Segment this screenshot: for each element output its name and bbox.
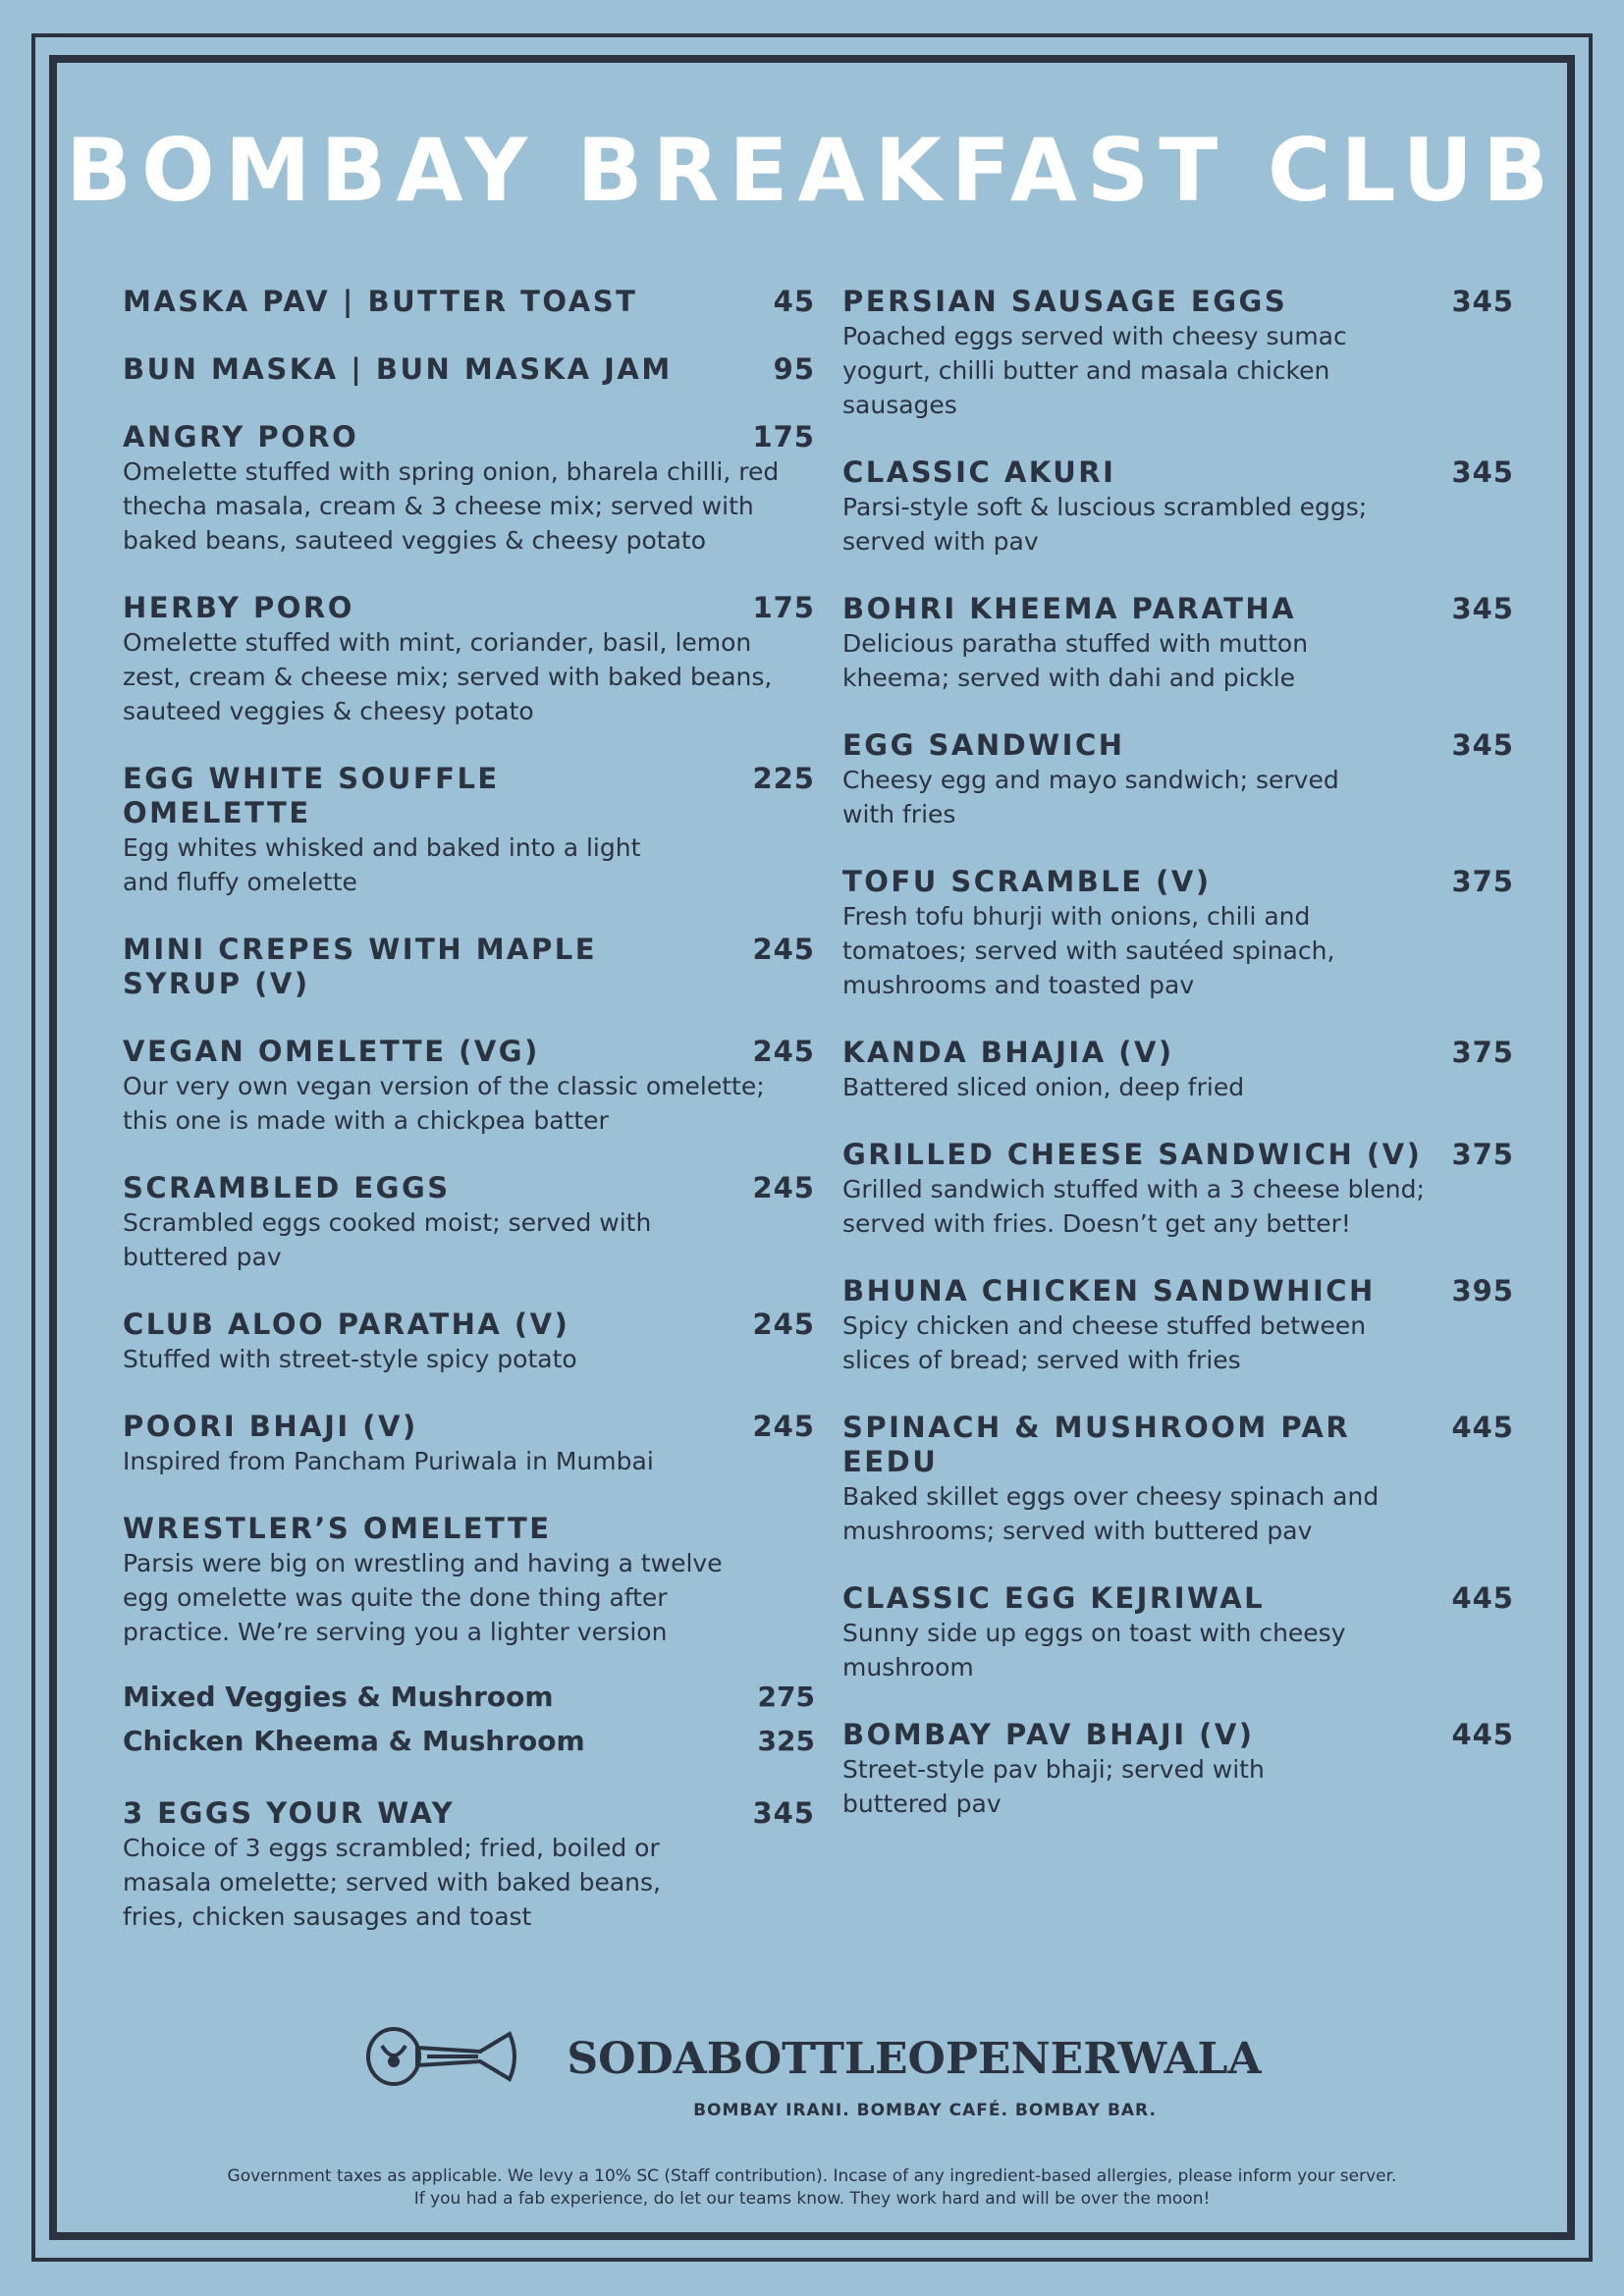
item-price: 225 xyxy=(752,762,815,795)
menu-item xyxy=(842,1718,1514,1821)
item-name: EGG WHITE SOUFFLE OMELETTE xyxy=(123,762,500,829)
item-name: TOFU SCRAMBLE (V) xyxy=(842,865,1212,898)
menu-item xyxy=(123,1410,815,1478)
item-description: Delicious paratha stuffed with mutton kheema; served with dahi and pickle xyxy=(842,629,1309,692)
item-price: 245 xyxy=(752,1308,815,1341)
item-price: 345 xyxy=(1451,285,1514,318)
item-price: 445 xyxy=(1451,1411,1514,1444)
item-description: Parsis were big on wrestling and having a twelve egg omelette was quite the done thing after practice. We’re serving you a lighter version xyxy=(123,1549,723,1646)
menu-item xyxy=(842,1411,1514,1548)
menu-item xyxy=(123,285,815,319)
menu-item xyxy=(123,352,815,387)
option-name: Chicken Kheema & Mushroom xyxy=(123,1725,585,1757)
item-name: EGG SANDWICH xyxy=(842,728,1125,762)
menu-item xyxy=(842,285,1514,422)
item-description: Our very own vegan version of the classic omelette; this one is made with a chickpea batter xyxy=(123,1072,765,1135)
item-description: Omelette stuffed with mint, coriander, basil, lemon zest, cream & cheese mix; served with baked beans, sauteed veggies & cheesy potato xyxy=(123,628,773,725)
menu-item xyxy=(842,1138,1514,1241)
item-description: Spicy chicken and cheese stuffed between slices of bread; served with fries xyxy=(842,1311,1367,1374)
footer-line-2: If you had a fab experience, do let our teams know. They work hard and will be over the moon! xyxy=(413,2189,1211,2209)
item-price: 245 xyxy=(752,1171,815,1204)
item-price: 245 xyxy=(752,933,815,966)
item-price: 345 xyxy=(752,1796,815,1830)
menu-item xyxy=(842,455,1514,559)
right-column xyxy=(842,285,1514,1854)
item-name: BOMBAY PAV BHAJI (V) xyxy=(842,1718,1255,1751)
item-description: Grilled sandwich stuffed with a 3 cheese blend; served with fries. Doesn’t get any better! xyxy=(842,1175,1425,1238)
item-description: Fresh tofu bhurji with onions, chili and tomatoes; served with sautéed spinach, mushrooms and toasted pav xyxy=(842,902,1335,999)
item-price: 395 xyxy=(1451,1274,1514,1308)
item-description: Inspired from Pancham Puriwala in Mumbai xyxy=(123,1447,654,1475)
item-description: Cheesy egg and mayo sandwich; served with fries xyxy=(842,766,1339,828)
item-price: 445 xyxy=(1451,1718,1514,1751)
option-row xyxy=(123,1719,815,1763)
menu-item xyxy=(123,933,815,1001)
item-name: SPINACH & MUSHROOM PAR EEDU xyxy=(842,1411,1351,1478)
item-name: PERSIAN SAUSAGE EGGS xyxy=(842,285,1288,318)
menu-item xyxy=(842,865,1514,1002)
item-price: 95 xyxy=(773,352,815,386)
item-name: MINI CREPES WITH MAPLE SYRUP (V) xyxy=(123,933,598,1000)
item-name: WRESTLER’S OMELETTE xyxy=(123,1512,552,1545)
item-price: 375 xyxy=(1451,865,1514,898)
item-name: ANGRY PORO xyxy=(123,420,359,454)
item-description: Baked skillet eggs over cheesy spinach and mushrooms; served with buttered pav xyxy=(842,1482,1380,1545)
item-description: Scrambled eggs cooked moist; served with buttered pav xyxy=(123,1208,652,1271)
item-price: 245 xyxy=(752,1035,815,1068)
menu-item xyxy=(123,591,815,728)
left-column xyxy=(123,285,815,1967)
item-price: 175 xyxy=(752,420,815,454)
menu-item xyxy=(842,1274,1514,1377)
item-name: POORI BHAJI (V) xyxy=(123,1410,418,1443)
item-description: Egg whites whisked and baked into a light and fluffy omelette xyxy=(123,833,641,896)
menu-item xyxy=(123,762,815,899)
item-name: CLUB ALOO PARATHA (V) xyxy=(123,1308,570,1341)
item-name: GRILLED CHEESE SANDWICH (V) xyxy=(842,1138,1423,1171)
item-name: MASKA PAV | BUTTER TOAST xyxy=(123,285,638,318)
menu-item xyxy=(123,420,815,558)
item-description: Omelette stuffed with spring onion, bharela chilli, red thecha masala, cream & 3 cheese mix; served with baked beans, sauteed veggies & cheesy potato xyxy=(123,457,780,555)
item-name: HERBY PORO xyxy=(123,591,354,624)
option-price: 275 xyxy=(757,1681,815,1713)
item-price: 345 xyxy=(1451,455,1514,489)
bottle-opener-icon xyxy=(362,2022,539,2095)
item-description: Parsi-style soft & luscious scrambled eggs; served with pav xyxy=(842,493,1368,556)
footer-note xyxy=(0,2165,1624,2211)
brand-tagline: BOMBAY IRANI. BOMBAY CAFÉ. BOMBAY BAR. xyxy=(693,2101,1157,2120)
item-price: 345 xyxy=(1451,592,1514,625)
item-name: VEGAN OMELETTE (VG) xyxy=(123,1035,540,1068)
option-row xyxy=(123,1675,815,1719)
menu-item xyxy=(842,1036,1514,1104)
item-name: BOHRI KHEEMA PARATHA xyxy=(842,592,1297,625)
item-price: 175 xyxy=(752,591,815,624)
item-name: CLASSIC EGG KEJRIWAL xyxy=(842,1581,1266,1615)
menu-item xyxy=(842,728,1514,831)
item-price: 245 xyxy=(752,1410,815,1443)
brand-name: SODABOTTLEOPENERWALA xyxy=(567,2033,1262,2084)
item-price: 375 xyxy=(1451,1036,1514,1069)
option-price: 325 xyxy=(757,1725,815,1757)
menu-item xyxy=(123,1171,815,1274)
item-name: CLASSIC AKURI xyxy=(842,455,1116,489)
item-description: Stuffed with street-style spicy potato xyxy=(123,1345,577,1373)
wrestler-options xyxy=(123,1675,815,1763)
item-name: SCRAMBLED EGGS xyxy=(123,1171,451,1204)
item-name: 3 EGGS YOUR WAY xyxy=(123,1796,456,1830)
item-description: Battered sliced onion, deep fried xyxy=(842,1073,1245,1101)
menu-item xyxy=(123,1035,815,1138)
item-price: 45 xyxy=(773,285,815,318)
menu-item-wrestler xyxy=(123,1512,815,1649)
menu-item xyxy=(842,592,1514,695)
item-description: Sunny side up eggs on toast with cheesy mushroom xyxy=(842,1619,1346,1682)
option-name: Mixed Veggies & Mushroom xyxy=(123,1681,554,1713)
item-price: 345 xyxy=(1451,728,1514,762)
item-description: Street-style pav bhaji; served with buttered pav xyxy=(842,1755,1265,1818)
menu-title: BOMBAY BREAKFAST CLUB xyxy=(65,120,1559,221)
menu-item xyxy=(842,1581,1514,1684)
brand-logo xyxy=(0,2022,1624,2120)
item-name: BUN MASKA | BUN MASKA JAM xyxy=(123,352,673,386)
item-price: 445 xyxy=(1451,1581,1514,1615)
item-description: Choice of 3 eggs scrambled; fried, boiled or masala omelette; served with baked beans, fries, chicken sausages and toast xyxy=(123,1834,661,1931)
item-description: Poached eggs served with cheesy sumac yogurt, chilli butter and masala chicken sausages xyxy=(842,322,1347,419)
menu-item xyxy=(123,1796,815,1934)
item-name: BHUNA CHICKEN SANDWHICH xyxy=(842,1274,1376,1308)
menu-item xyxy=(123,1308,815,1376)
item-name: KANDA BHAJIA (V) xyxy=(842,1036,1174,1069)
item-price: 375 xyxy=(1451,1138,1514,1171)
footer-line-1: Government taxes as applicable. We levy a 10% SC (Staff contribution). Incase of any ingredient-based allergies, please inform your server. xyxy=(227,2166,1397,2186)
